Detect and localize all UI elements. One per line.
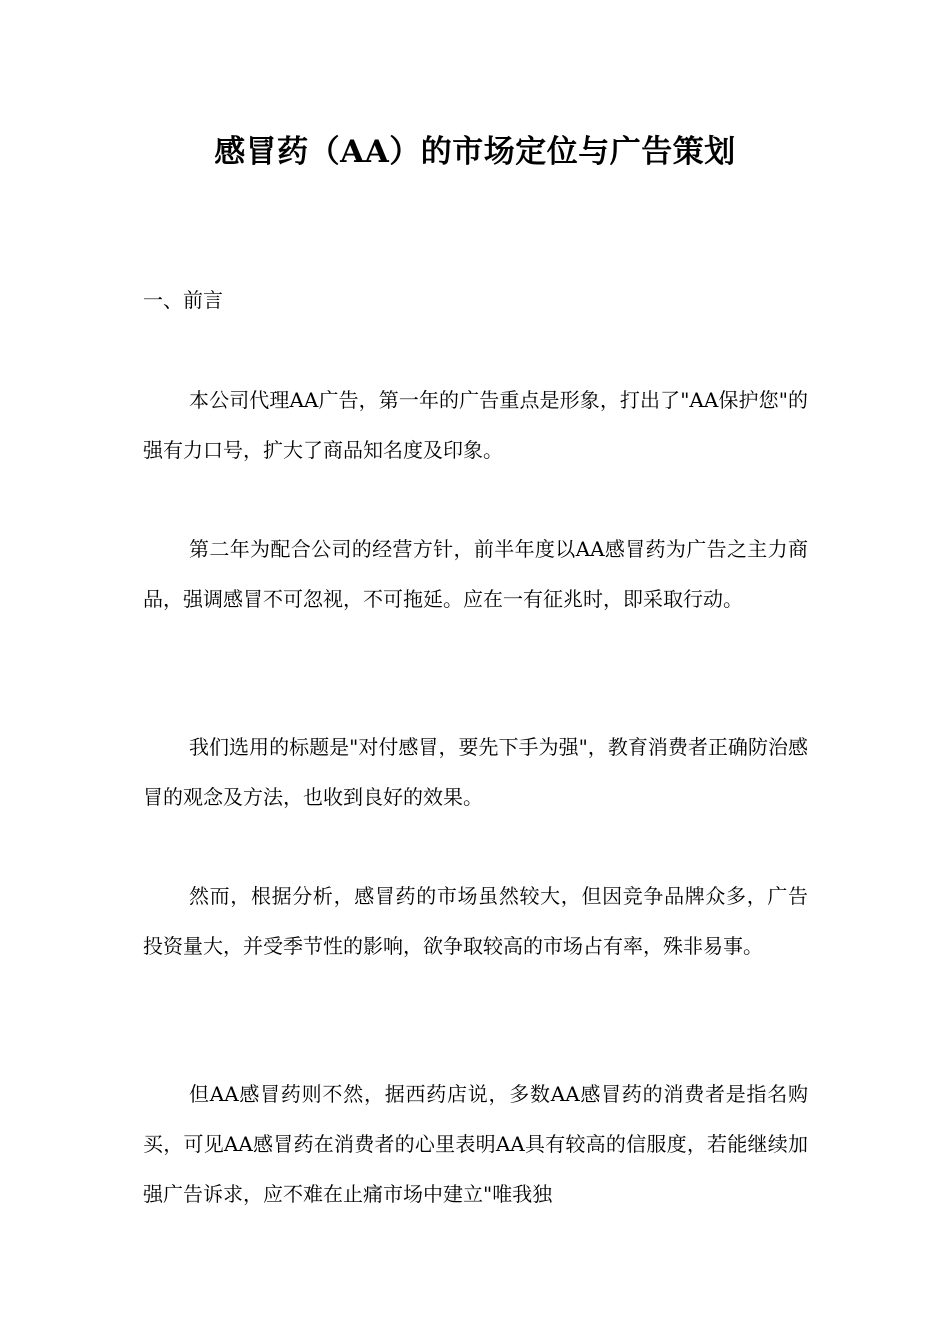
paragraph-3: 我们选用的标题是"对付感冒，要先下手为强"，教育消费者正确防治感冒的观念及方法，也收到良好的效果。 bbox=[143, 735, 808, 809]
paragraph-4: 然而，根据分析，感冒药的市场虽然较大，但因竞争品牌众多，广告投资量大，并受季节性的影响，欲争取较高的市场占有率，殊非易事。 bbox=[143, 884, 808, 958]
paragraph-5: 但AA感冒药则不然，据西药店说，多数AA感冒药的消费者是指名购买，可见AA感冒药在消费者的心里表明AA具有较高的信服度，若能继续加强广告诉求，应不难在止痛市场中建立"唯我独 bbox=[143, 1082, 808, 1206]
section-heading-preface: 一、前言 bbox=[143, 288, 223, 312]
paragraph-1: 本公司代理AA广告，第一年的广告重点是形象，打出了"AA保护您"的强有力口号，扩大了商品知名度及印象。 bbox=[143, 388, 808, 462]
document-title: 感冒药（AA）的市场定位与广告策划 bbox=[214, 134, 736, 170]
paragraph-2: 第二年为配合公司的经营方针，前半年度以AA感冒药为广告之主力商品，强调感冒不可忽视，不可拖延。应在一有征兆时，即采取行动。 bbox=[143, 537, 808, 611]
